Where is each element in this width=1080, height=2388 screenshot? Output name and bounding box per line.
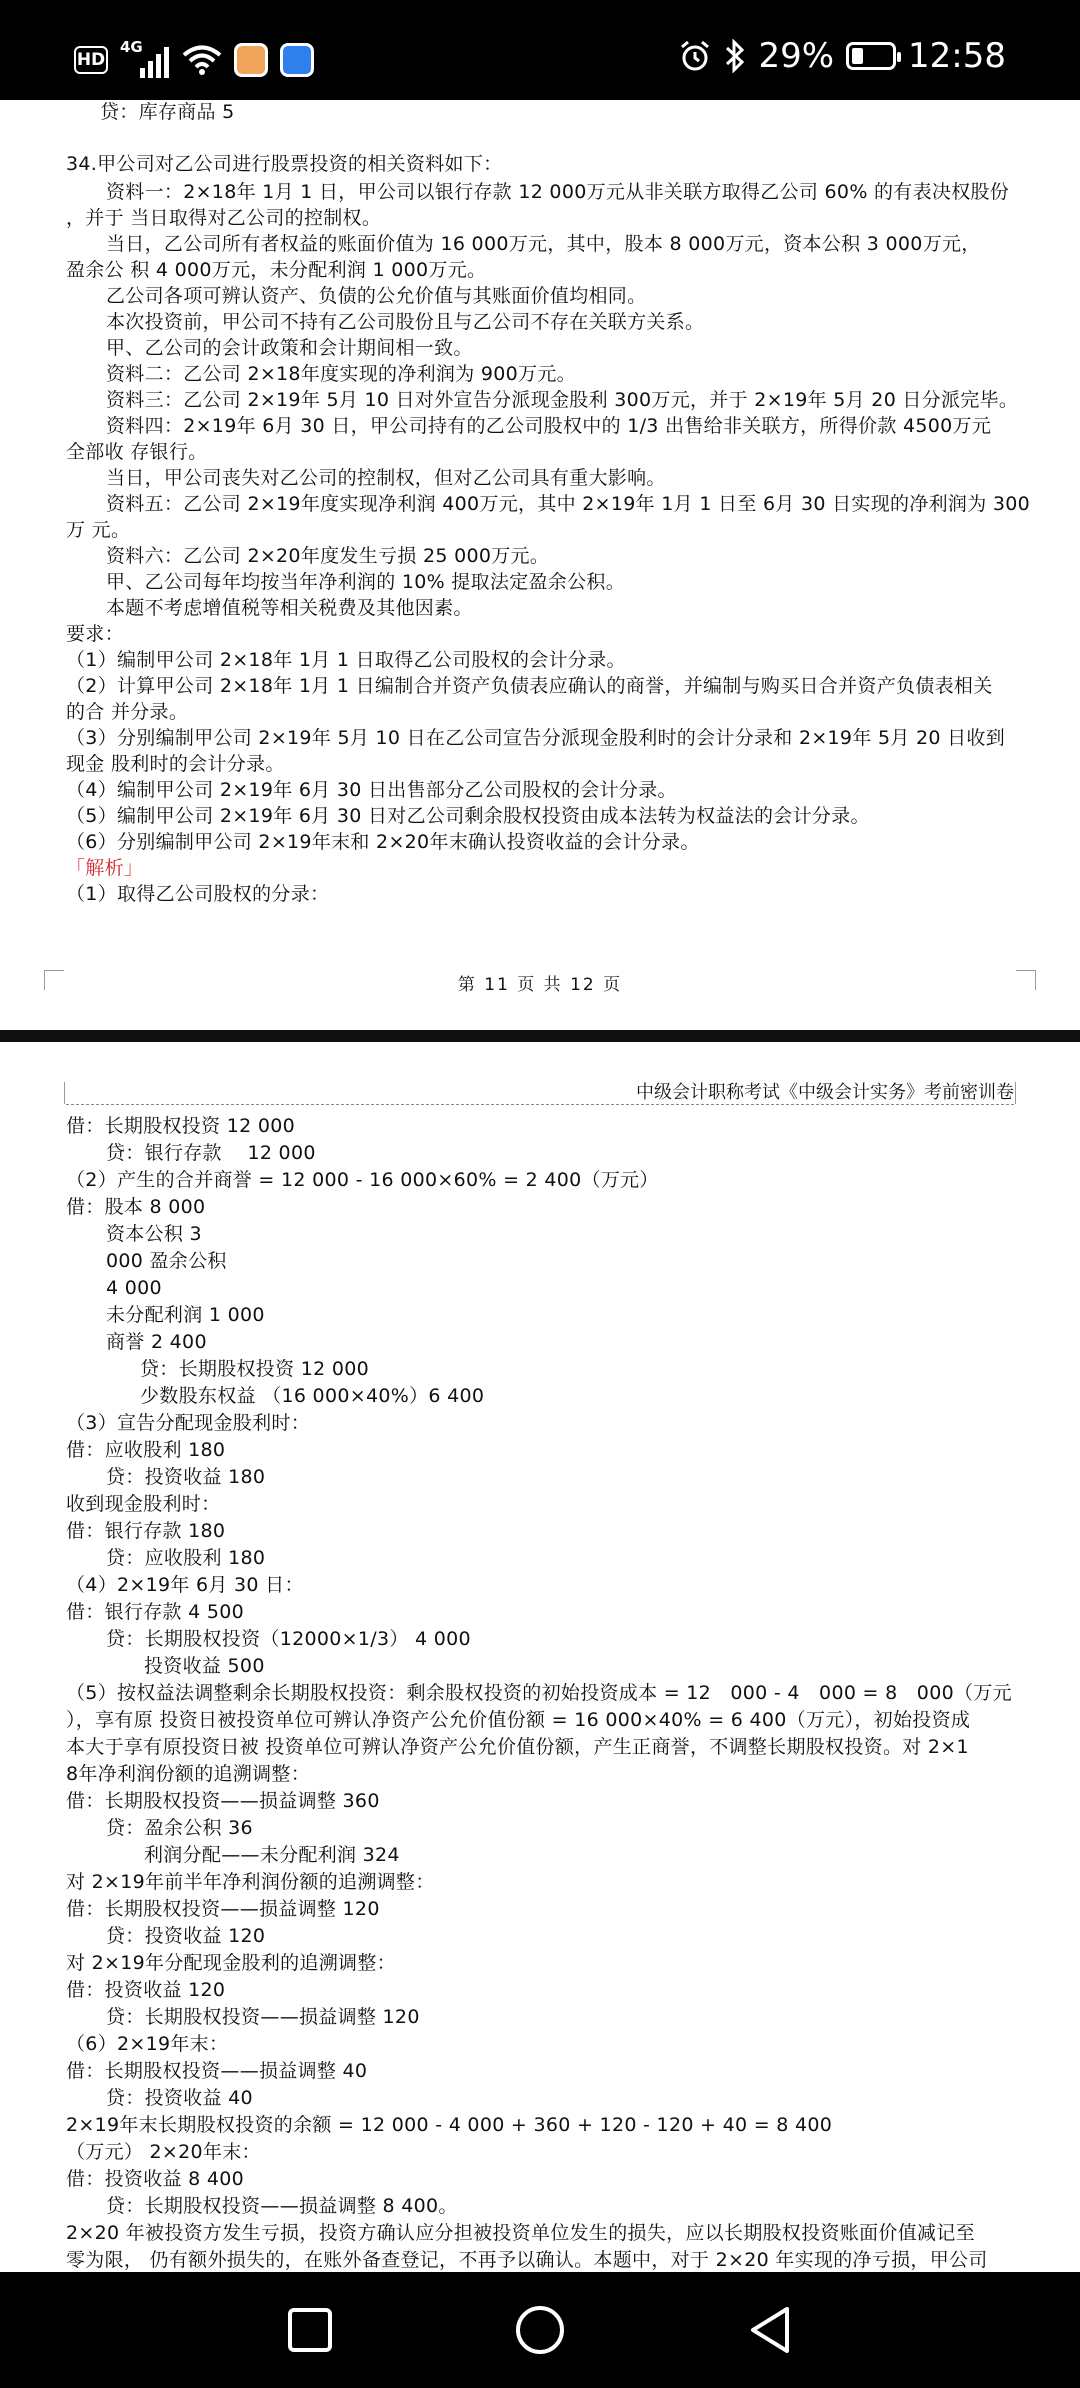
page2-line: 借：股本 8 000 bbox=[66, 1196, 206, 1218]
wifi-icon bbox=[182, 44, 222, 76]
status-bar bbox=[0, 0, 1080, 100]
page1-line: 贷：库存商品 5 bbox=[100, 101, 235, 123]
page2-line: 资本公积 3 bbox=[106, 1223, 202, 1245]
battery-icon bbox=[846, 42, 896, 70]
page1-line: ，并于 当日取得对乙公司的控制权。 bbox=[66, 207, 382, 229]
status-right bbox=[678, 36, 1006, 76]
page1-line: 要求： bbox=[66, 623, 124, 645]
document-page-12 bbox=[0, 1042, 1080, 2272]
header-tick-right bbox=[1015, 1082, 1016, 1104]
app-notification-icon bbox=[234, 43, 268, 77]
page2-line: 贷：应收股利 180 bbox=[106, 1547, 266, 1569]
page1-line: 资料一：2×18年 1月 1 日，甲公司以银行存款 12 000万元从非关联方取得乙公司 60% 的有表决权股份 bbox=[106, 181, 1010, 203]
page1-line: 34.甲公司对乙公司进行股票投资的相关资料如下： bbox=[66, 153, 503, 175]
page2-line: 借：长期股权投资 12 000 bbox=[66, 1115, 296, 1137]
page1-line: 甲、乙公司的会计政策和会计期间相一致。 bbox=[106, 337, 473, 359]
page2-line: 借：投资收益 8 400 bbox=[66, 2168, 245, 2190]
page2-line: 贷：长期股权投资——损益调整 120 bbox=[106, 2006, 420, 2028]
page2-line: 对 2×19年分配现金股利的追溯调整： bbox=[66, 1952, 396, 1974]
cellular-signal-icon bbox=[120, 38, 170, 78]
page2-line: 贷：盈余公积 36 bbox=[106, 1817, 253, 1839]
network-type: 4G bbox=[120, 38, 143, 56]
page2-line: 少数股东权益 （16 000×40%）6 400 bbox=[140, 1385, 485, 1407]
page1-line: 万 元。 bbox=[66, 519, 131, 541]
battery-fill bbox=[852, 48, 863, 64]
page2-line: 贷：投资收益 120 bbox=[106, 1925, 266, 1947]
page2-line: 对 2×19年前半年净利润份额的追溯调整： bbox=[66, 1871, 435, 1893]
page1-line: 资料五：乙公司 2×19年度实现净利润 400万元，其中 2×19年 1月 1 日至 6月 30 日实现的净利润为 300 bbox=[106, 493, 1031, 515]
page1-line: （2）计算甲公司 2×18年 1月 1 日编制合并资产负债表应确认的商誉，并编制与购买日合并资产负债表相关 bbox=[66, 675, 993, 697]
home-button[interactable] bbox=[500, 2290, 580, 2370]
page1-line: 全部收 存银行。 bbox=[66, 441, 208, 463]
page1-line: （4）编制甲公司 2×19年 6月 30 日出售部分乙公司股权的会计分录。 bbox=[66, 779, 677, 801]
page2-line: 8年净利润份额的追溯调整： bbox=[66, 1763, 310, 1785]
battery-percent: 29% bbox=[758, 36, 835, 76]
page1-line: （5）编制甲公司 2×19年 6月 30 日对乙公司剩余股权投资由成本法转为权益法的会计分录。 bbox=[66, 805, 870, 827]
page1-line: 盈余公 积 4 000万元，未分配利润 1 000万元。 bbox=[66, 259, 487, 281]
page1-line: 甲、乙公司每年均按当年净利润的 10% 提取法定盈余公积。 bbox=[106, 571, 626, 593]
page2-line: （5）按权益法调整剩余长期股权投资：剩余股权投资的初始投资成本 = 12 000 - 4 000 = 8 000（万元 bbox=[66, 1682, 1012, 1704]
page2-line: 2×20 年被投资方发生亏损，投资方确认应分担被投资单位发生的损失，应以长期股权投资账面价值减记至 bbox=[66, 2222, 975, 2244]
page2-line: 000 盈余公积 bbox=[106, 1250, 227, 1272]
page2-line: 借：应收股利 180 bbox=[66, 1439, 226, 1461]
recents-button[interactable] bbox=[270, 2290, 350, 2370]
page1-line: 本次投资前，甲公司不持有乙公司股份且与乙公司不存在关联方关系。 bbox=[106, 311, 705, 333]
page2-line: 借：长期股权投资——损益调整 360 bbox=[66, 1790, 380, 1812]
page2-line: 借：银行存款 180 bbox=[66, 1520, 226, 1542]
page1-line: 资料四：2×19年 6月 30 日，甲公司持有的乙公司股权中的 1/3 出售给非关联方，所得价款 4500万元 bbox=[106, 415, 992, 437]
bluetooth-icon bbox=[724, 39, 746, 73]
page2-line: 贷：长期股权投资 12 000 bbox=[140, 1358, 370, 1380]
status-left bbox=[74, 38, 314, 78]
back-button[interactable] bbox=[730, 2290, 810, 2370]
page1-line: 资料二：乙公司 2×18年度实现的净利润为 900万元。 bbox=[106, 363, 576, 385]
page2-line: 贷：投资收益 180 bbox=[106, 1466, 266, 1488]
page1-line: 的合 并分录。 bbox=[66, 701, 189, 723]
triangle-back-icon bbox=[745, 2305, 795, 2355]
page1-line: （1）编制甲公司 2×18年 1月 1 日取得乙公司股权的会计分录。 bbox=[66, 649, 626, 671]
page1-line: （6）分别编制甲公司 2×19年末和 2×20年末确认投资收益的会计分录。 bbox=[66, 831, 700, 853]
page2-line: （4）2×19年 6月 30 日： bbox=[66, 1574, 304, 1596]
page1-line: 本题不考虑增值税等相关税费及其他因素。 bbox=[106, 597, 473, 619]
page2-line: 借：银行存款 4 500 bbox=[66, 1601, 245, 1623]
app-notification-icon-2 bbox=[280, 43, 314, 77]
page2-line: 收到现金股利时： bbox=[66, 1493, 221, 1515]
page2-line: ），享有原 投资日被投资单位可辨认净资产公允价值份额 = 16 000×40% = 6 400（万元），初始投资成 bbox=[66, 1709, 971, 1731]
page1-line: （3）分别编制甲公司 2×19年 5月 10 日在乙公司宣告分派现金股利时的会计分录和 2×19年 5月 20 日收到 bbox=[66, 727, 1006, 749]
page2-line: 本大于享有原投资日被 投资单位可辨认净资产公允价值份额，产生正商誉，不调整长期股权投资。对 2×1 bbox=[66, 1736, 969, 1758]
page2-line: 贷：长期股权投资——损益调整 8 400。 bbox=[106, 2195, 458, 2217]
hd-icon: HD bbox=[74, 46, 108, 74]
page1-line: （1）取得乙公司股权的分录： bbox=[66, 883, 330, 905]
page2-line: 2×19年末长期股权投资的余额 = 12 000 - 4 000 + 360 + 120 - 120 + 40 = 8 400 bbox=[66, 2114, 833, 2136]
header-tick-left bbox=[64, 1082, 65, 1104]
page2-line: 贷：长期股权投资（12000×1/3） 4 000 bbox=[106, 1628, 471, 1650]
square-icon bbox=[286, 2306, 334, 2354]
page2-line: 零为限， 仍有额外损失的，在账外备查登记，不再予以确认。本题中，对于 2×20 年实现的净亏损，甲公司 bbox=[66, 2249, 988, 2271]
circle-icon bbox=[514, 2304, 566, 2356]
page2-line: （2）产生的合并商誉 = 12 000 - 16 000×60% = 2 400（万元） bbox=[66, 1169, 659, 1191]
clock: 12:58 bbox=[908, 36, 1006, 76]
page1-line: 现金 股利时的会计分录。 bbox=[66, 753, 285, 775]
page-number: 第 11 页 共 12 页 bbox=[457, 975, 623, 995]
page1-line: 乙公司各项可辨认资产、负债的公允价值与其账面价值均相同。 bbox=[106, 285, 647, 307]
document-page-11 bbox=[0, 100, 1080, 1030]
page2-line: 借：长期股权投资——损益调整 40 bbox=[66, 2060, 368, 2082]
page2-line: （6）2×19年末： bbox=[66, 2033, 229, 2055]
page2-line: 贷：投资收益 40 bbox=[106, 2087, 253, 2109]
page1-line: 资料三：乙公司 2×19年 5月 10 日对外宣告分派现金股利 300万元，并于 2×19年 5月 20 日分派完毕。 bbox=[106, 389, 1019, 411]
page2-line: 利润分配——未分配利润 324 bbox=[144, 1844, 400, 1866]
alarm-icon bbox=[678, 39, 712, 73]
page2-line: 投资收益 500 bbox=[144, 1655, 265, 1677]
page1-line: 「解析」 bbox=[66, 857, 144, 879]
page2-line: 4 000 bbox=[106, 1277, 162, 1299]
page2-line: 借：长期股权投资——损益调整 120 bbox=[66, 1898, 380, 1920]
page2-line: （万元） 2×20年末： bbox=[66, 2141, 261, 2163]
page-separator bbox=[0, 1030, 1080, 1042]
page2-line: 商誉 2 400 bbox=[106, 1331, 207, 1353]
page1-line: 当日，甲公司丧失对乙公司的控制权，但对乙公司具有重大影响。 bbox=[106, 467, 666, 489]
page1-line: 当日，乙公司所有者权益的账面价值为 16 000万元，其中，股本 8 000万元，资本公积 3 000万元， bbox=[106, 233, 981, 255]
page2-line: （3）宣告分配现金股利时： bbox=[66, 1412, 310, 1434]
page-header: 中级会计职称考试《中级会计实务》考前密训卷 bbox=[636, 1082, 1014, 1103]
page1-line: 资料六：乙公司 2×20年度发生亏损 25 000万元。 bbox=[106, 545, 550, 567]
header-rule bbox=[66, 1104, 1014, 1105]
page2-line: 贷：银行存款 12 000 bbox=[106, 1142, 316, 1164]
page2-line: 借：投资收益 120 bbox=[66, 1979, 226, 2001]
navigation-bar bbox=[0, 2272, 1080, 2388]
page2-line: 未分配利润 1 000 bbox=[106, 1304, 265, 1326]
